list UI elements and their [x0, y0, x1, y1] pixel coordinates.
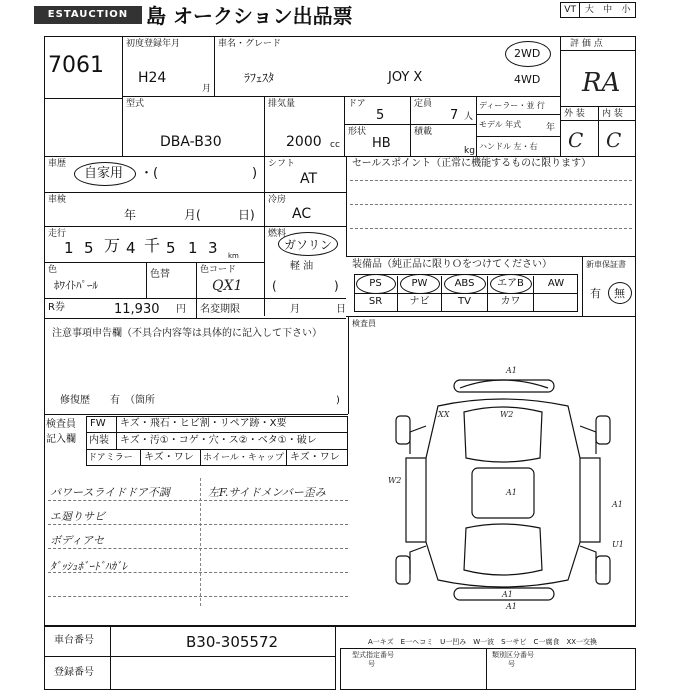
mileage-unit: km — [228, 252, 239, 260]
diagram-label-hood: W2 — [500, 410, 514, 419]
warranty-label: 新車保証書 — [586, 260, 626, 269]
inspection-month: 月( — [184, 208, 201, 222]
exterior-label: 外 装 — [564, 109, 585, 119]
fuel-paren: ( — [272, 279, 277, 293]
diagram-label-rear: A1 — [506, 602, 517, 611]
size-vt[interactable]: VT — [561, 3, 580, 17]
fuel-label: 燃料 — [268, 229, 287, 239]
capacity-unit: 人 — [464, 112, 474, 122]
equip-ps[interactable]: PS — [354, 276, 398, 293]
load-label: 積載 — [414, 127, 433, 137]
inspector-note-3: エ廻りサビ — [50, 510, 105, 523]
drive-4wd[interactable]: 4WD — [514, 73, 541, 86]
displacement-value: 2000 — [286, 134, 322, 150]
registration-month-unit: 月 — [202, 84, 212, 94]
chassis-number: B30-305572 — [186, 633, 279, 651]
color-change-label: 色替 — [150, 269, 170, 280]
diagram-label-roof: A1 — [506, 488, 517, 497]
displacement-unit: cc — [330, 140, 340, 150]
inspection-year: 年 — [124, 208, 137, 222]
interior-grade: C — [606, 128, 622, 152]
usage-close: ) — [252, 166, 258, 181]
equip-airbag[interactable]: エアB — [488, 276, 534, 293]
mileage-digit-2: 5 — [84, 239, 94, 257]
equip-abs[interactable]: ABS — [442, 276, 488, 293]
mileage-digit-3: 4 — [126, 239, 136, 257]
vehicle-name-label: 車名・グレード — [218, 39, 282, 49]
mileage-digit-1: 1 — [64, 239, 74, 257]
inspection-day: 日) — [238, 208, 255, 222]
size-selector — [560, 2, 636, 18]
usage-label: 車歴 — [48, 159, 67, 169]
interior-label: 内 装 — [602, 109, 623, 119]
shift-value: AT — [300, 171, 318, 187]
sales-point-label: セールスポイント（正常に機能するものに限ります） — [352, 158, 592, 169]
diagram-label-right: A1 — [612, 500, 623, 509]
handle-label: ハンドル 左・右 — [479, 142, 538, 151]
mileage-label: 走行 — [48, 229, 67, 239]
mileage-man: 万 — [104, 236, 121, 255]
repair-history: 修復歴 有 （箇所 — [60, 395, 155, 406]
expiry-month: 月 — [290, 304, 300, 315]
type-designation-label: 型式指定番号 — [352, 651, 394, 659]
inspector-note-4: ボディアセ — [50, 534, 105, 547]
notes-label: 注意事項申告欄（不具合内容等は具体的に記入して下さい） — [52, 328, 322, 339]
inspector-note-5: ﾀﾞｯｼｭﾎﾞｰﾄﾞﾊｶﾞﾚ — [50, 560, 127, 573]
page-title: 島 オークション出品票 — [146, 4, 353, 28]
color-code-label: 色コード — [200, 265, 237, 275]
aircon-value: AC — [292, 206, 312, 222]
fuel-value: ガソリン — [284, 238, 333, 252]
shift-label: シフト — [268, 159, 296, 169]
checker-wheel-options[interactable]: キズ・ワレ — [290, 452, 340, 463]
plate-label: 登録番号 — [54, 667, 94, 678]
checker-interior: 内装 — [89, 435, 109, 446]
inspector-section-label: 検査員 — [352, 319, 376, 328]
dealer-label: ディーラー・並 行 — [479, 101, 545, 110]
lot-number: 7061 — [48, 53, 104, 78]
category-number-unit: 号 — [508, 660, 515, 668]
diagram-label-right-rear: U1 — [612, 540, 624, 549]
drive-2wd[interactable]: 2WD — [514, 47, 541, 60]
registration-year: H24 — [138, 70, 167, 86]
oil-label: 軽 油 — [290, 261, 314, 272]
checker-mirror-options[interactable]: キズ・ワレ — [144, 452, 194, 463]
usage-rest: ・( — [140, 166, 159, 181]
equip-airbag-circle — [490, 274, 532, 294]
doors-value: 5 — [376, 108, 385, 123]
diagram-label-front: A1 — [506, 366, 517, 375]
size-small[interactable]: 小 — [621, 5, 631, 15]
vehicle-grade: JOY X — [388, 70, 423, 85]
equip-tv[interactable]: TV — [442, 294, 488, 311]
load-unit: kg — [464, 146, 475, 156]
equip-pw-circle — [400, 274, 440, 294]
model-year-unit: 年 — [546, 123, 556, 133]
mileage-digit-6: 3 — [208, 239, 218, 257]
grade-value: RA — [582, 68, 621, 98]
capacity-value: 7 — [450, 108, 459, 123]
chassis-label: 車台番号 — [54, 635, 94, 646]
expiry-day: 日 — [336, 304, 346, 315]
inspection-label: 車検 — [48, 195, 67, 205]
registration-label: 初度登録年月 — [126, 39, 181, 49]
equip-leather[interactable]: カワ — [488, 294, 534, 311]
repair-close: ) — [336, 395, 340, 406]
checker-mirror: ドアミラー — [88, 453, 133, 463]
expiry-label: 名変期限 — [200, 304, 240, 315]
checker-fw-options[interactable]: キズ・飛石・ヒビ割・リペア跡・X要 — [120, 418, 287, 429]
color-code: QX1 — [212, 278, 243, 294]
doors-label: ドア — [348, 99, 366, 109]
inspector-note-1: パワースライドドア不調 — [50, 486, 170, 499]
exterior-grade: C — [568, 128, 584, 152]
aircon-label: 冷房 — [268, 195, 287, 205]
equip-pw[interactable]: PW — [398, 276, 442, 293]
r-ticket-value: 11,930 — [114, 302, 160, 317]
equip-navi[interactable]: ナビ — [398, 294, 442, 311]
model-type-label: 型式 — [126, 99, 145, 109]
color-value: ﾎﾜｲﾄﾊﾟｰﾙ — [54, 279, 98, 292]
checker-label-2: 記入欄 — [46, 434, 76, 445]
capacity-label: 定員 — [414, 99, 433, 109]
r-ticket-unit: 円 — [176, 304, 186, 315]
checker-fw: FW — [90, 418, 106, 429]
equip-abs-circle — [444, 274, 486, 294]
usage-value: 自家用 — [84, 166, 124, 181]
auction-logo — [34, 6, 142, 24]
type-designation-unit: 号 — [368, 660, 375, 668]
mileage-digit-5: 1 — [188, 239, 198, 257]
mileage-digit-4: 5 — [166, 239, 176, 257]
size-large[interactable]: 大 — [584, 5, 594, 15]
model-year-label: モデル 年式 — [479, 120, 522, 129]
fuel-paren-close: ) — [334, 279, 339, 293]
diagram-label-front-left: XX — [438, 410, 450, 419]
size-medium[interactable]: 中 — [603, 5, 613, 15]
equipment-label: 装備品（純正品に限りＯをつけてください） — [352, 259, 552, 270]
equip-aw[interactable]: AW — [547, 278, 565, 289]
checker-wheel: ホイール・キャップ — [203, 453, 284, 463]
warranty-none[interactable]: 無 — [614, 287, 625, 300]
warranty-have[interactable]: 有 — [590, 287, 601, 300]
inspector-note-2: 左F.サイドメンバー歪み — [208, 486, 326, 499]
damage-legend: A一キズ E一ヘコミ U一凹み W一波 S一サビ C一腐食 XX一交換 — [368, 638, 598, 646]
grade-label: 評 価 点 — [570, 39, 603, 49]
category-number-label: 類別区分番号 — [492, 651, 534, 659]
diagram-label-rear-top: A1 — [502, 590, 513, 599]
shape-value: HB — [372, 136, 391, 151]
vehicle-name: ﾗﾌｪｽﾀ — [244, 71, 275, 85]
shape-label: 形状 — [348, 127, 367, 137]
color-label: 色 — [48, 265, 58, 275]
checker-interior-options[interactable]: キズ・汚①・コゲ・穴・ス②・ベタ①・破レ — [120, 435, 317, 446]
equip-empty — [534, 294, 578, 311]
mileage-sen: 千 — [144, 236, 161, 255]
model-type: DBA-B30 — [160, 134, 222, 150]
equip-ps-circle — [356, 274, 396, 294]
logo-text: ESTAUCTION — [47, 9, 129, 20]
diagram-label-left: W2 — [388, 476, 402, 485]
checker-label-1: 検査員 — [46, 419, 76, 430]
equip-sr[interactable]: SR — [354, 294, 398, 311]
r-ticket-label: R券 — [48, 302, 65, 313]
displacement-label: 排気量 — [268, 99, 296, 109]
